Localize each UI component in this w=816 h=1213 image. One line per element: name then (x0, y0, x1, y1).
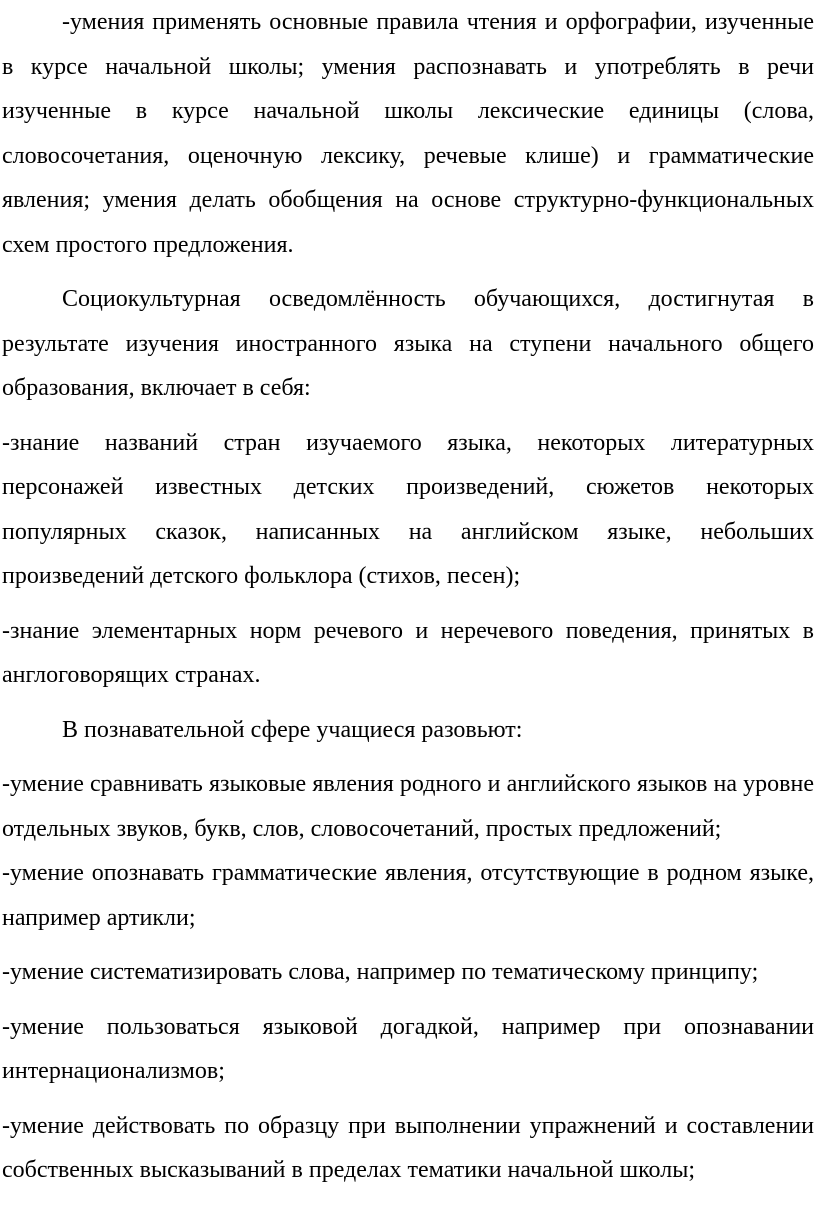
paragraph-cognitive-intro: В познавательной сфере учащиеся разовьют: (62, 716, 523, 743)
paragraph-sociocultural-intro: Социокультурная осведомлённость обучающихся, достигнутая в результате изучения иностранного языка на ступени начального общего образования, включает в себя: (2, 286, 814, 401)
paragraph-systematize-words: -умение систематизировать слова, например по тематическому принципу; (2, 959, 759, 985)
paragraph-compare-phenomena: -умение сравнивать языковые явления родного и английского языков на уровне отдельных звуков, букв, слов, словосочетаний, простых предложений; (2, 771, 814, 842)
paragraph-behavior-norms: -знание элементарных норм речевого и неречевого поведения, принятых в англоговорящих странах. (2, 617, 814, 688)
paragraph-language-guess: -умение пользоваться языковой догадкой, например при опознавании интернационализмов; (2, 1013, 814, 1084)
paragraph-country-names: -знание названий стран изучаемого языка, некоторых литературных персонажей известных детских произведений, сюжетов некоторых популярных сказок, написанных на английском языке, небольших произведений детского фольклора (стихов, песен); (2, 429, 814, 589)
paragraph-follow-pattern: -умение действовать по образцу при выполнении упражнений и составлении собственных высказываний в пределах тематики начальной школы; (2, 1112, 814, 1183)
paragraph-reading-rules: -умения применять основные правила чтения и орфографии, изученные в курсе начальной школы; умения распознавать и употреблять в речи изученные в курсе начальной школы лексические единицы (слова, словосочетания, оценочную лексику, речевые клише) и грамматические явления; умения делать обобщения на основе структурно-функциональных схем простого предложения. (2, 9, 814, 258)
paragraph-recognize-grammar: -умение опознавать грамматические явления, отсутствующие в родном языке, например артикли; (2, 860, 814, 931)
